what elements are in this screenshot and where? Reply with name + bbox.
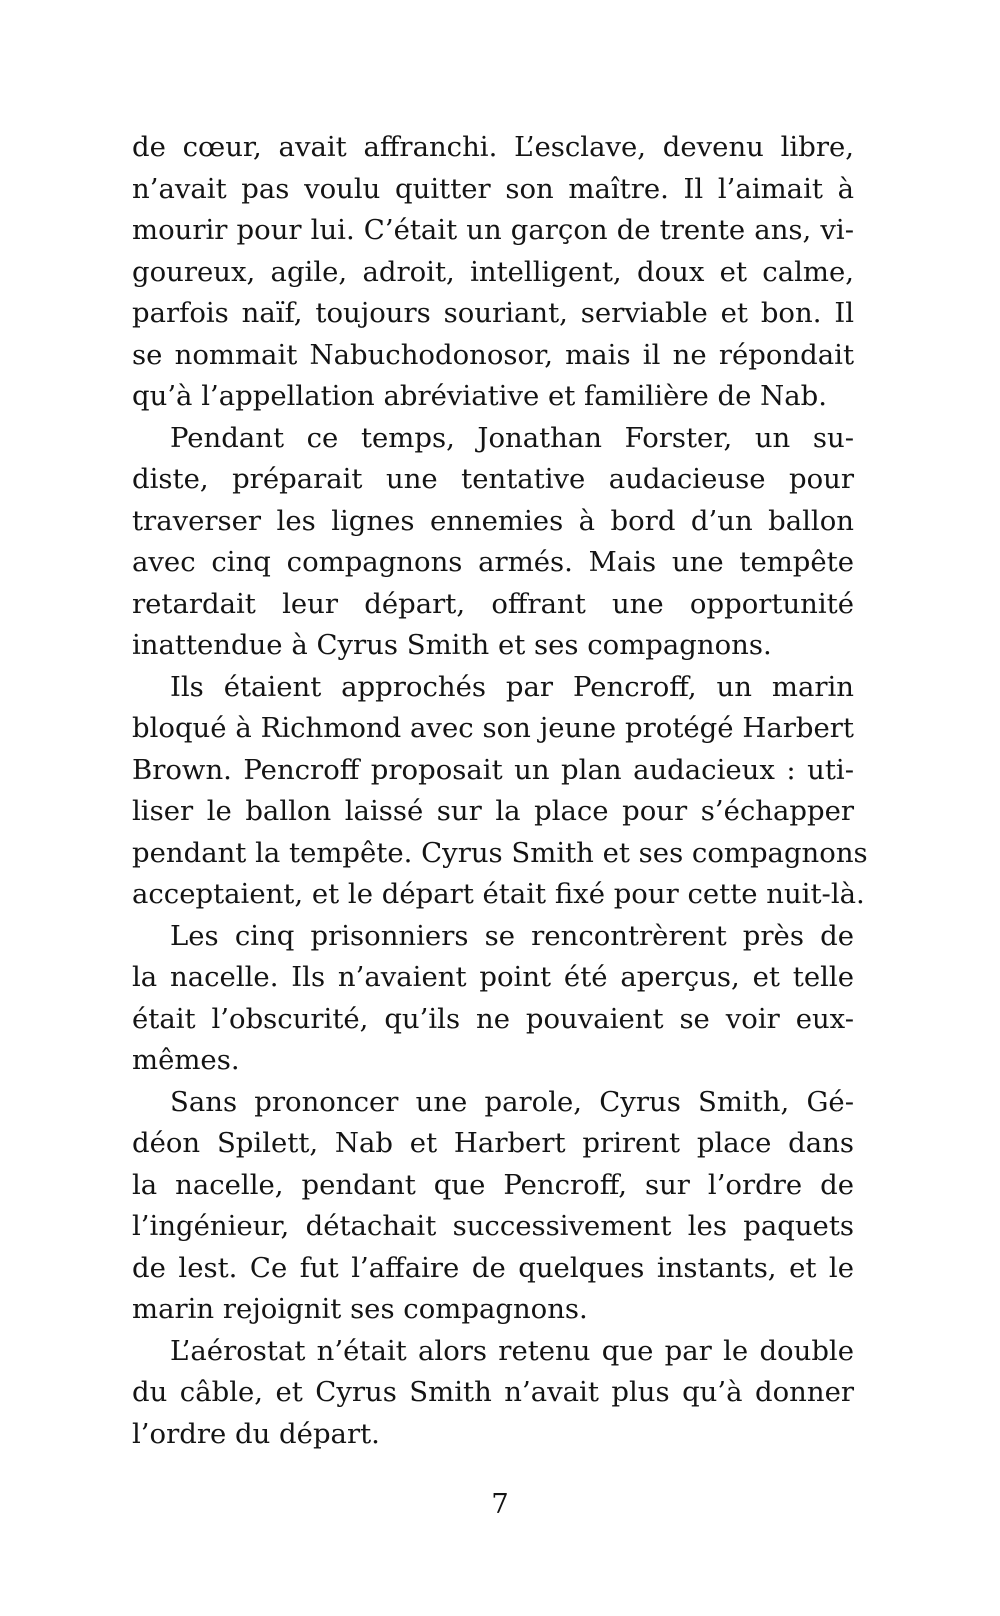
text-line: pendant la tempête. Cyrus Smith et ses compagnons — [132, 836, 868, 869]
text-line: mêmes. — [132, 1044, 240, 1076]
text-line: Les cinq prisonniers se rencontrèrent près de — [170, 919, 854, 952]
text-line: goureux, agile, adroit, intelligent, doux et calme, — [132, 255, 854, 288]
text-line: mourir pour lui. C’était un garçon de trente ans, vi- — [132, 214, 854, 246]
text-line: était l’obscurité, qu’ils ne pouvaient se voir eux- — [132, 1002, 854, 1035]
text-line: déon Spilett, Nab et Harbert prirent place dans — [132, 1127, 854, 1159]
text-line: du câble, et Cyrus Smith n’avait plus qu’à donner — [132, 1376, 854, 1408]
text-line: se nommait Nabuchodonosor, mais il ne répondait — [132, 338, 854, 371]
body-text — [132, 127, 868, 1455]
text-line: l’ordre du départ. — [132, 1417, 380, 1450]
text-line: parfois naïf, toujours souriant, serviable et bon. Il — [132, 297, 854, 329]
text-line: Brown. Pencroff proposait un plan audacieux : uti- — [132, 753, 854, 786]
text-line: acceptaient, et le départ était fixé pour cette nuit-là. — [132, 878, 865, 910]
text-line: inattendue à Cyrus Smith et ses compagnons. — [132, 629, 772, 661]
text-line: qu’à l’appellation abréviative et familière de Nab. — [132, 380, 827, 412]
text-line: Pendant ce temps, Jonathan Forster, un su- — [170, 421, 854, 454]
text-line: marin rejoignit ses compagnons. — [132, 1293, 588, 1325]
text-line: la nacelle. Ils n’avaient point été aperçus, et telle — [132, 961, 854, 993]
text-line: Sans prononcer une parole, Cyrus Smith, Gé- — [170, 1085, 854, 1118]
text-line: de cœur, avait affranchi. L’esclave, devenu libre, — [132, 131, 854, 163]
paragraph-6 — [132, 1331, 854, 1456]
paragraph-2 — [132, 418, 854, 667]
text-line: l’ingénieur, détachait successivement les paquets — [132, 1210, 854, 1242]
text-line: bloqué à Richmond avec son jeune protégé Harbert — [132, 712, 854, 744]
paragraph-1 — [132, 127, 854, 418]
text-line: de lest. Ce fut l’affaire de quelques instants, et le — [132, 1251, 854, 1284]
text-line: retardait leur départ, offrant une opportunité — [132, 587, 854, 620]
text-line: Ils étaient approchés par Pencroff, un marin — [170, 670, 854, 703]
text-line: L’aérostat n’était alors retenu que par le double — [170, 1334, 854, 1367]
text-line: n’avait pas voulu quitter son maître. Il l’aimait à — [132, 172, 854, 205]
text-line: liser le ballon laissé sur la place pour s’échapper — [132, 795, 854, 827]
paragraph-5 — [132, 1082, 854, 1331]
text-line: avec cinq compagnons armés. Mais une tempête — [132, 546, 854, 578]
text-line: traverser les lignes ennemies à bord d’un ballon — [132, 504, 854, 537]
text-line: diste, préparait une tentative audacieuse pour — [132, 463, 854, 495]
paragraph-3 — [132, 667, 868, 916]
paragraph-4 — [132, 916, 854, 1082]
text-line: la nacelle, pendant que Pencroff, sur l’ordre de — [132, 1168, 854, 1201]
page-number: 7 — [491, 1488, 509, 1520]
